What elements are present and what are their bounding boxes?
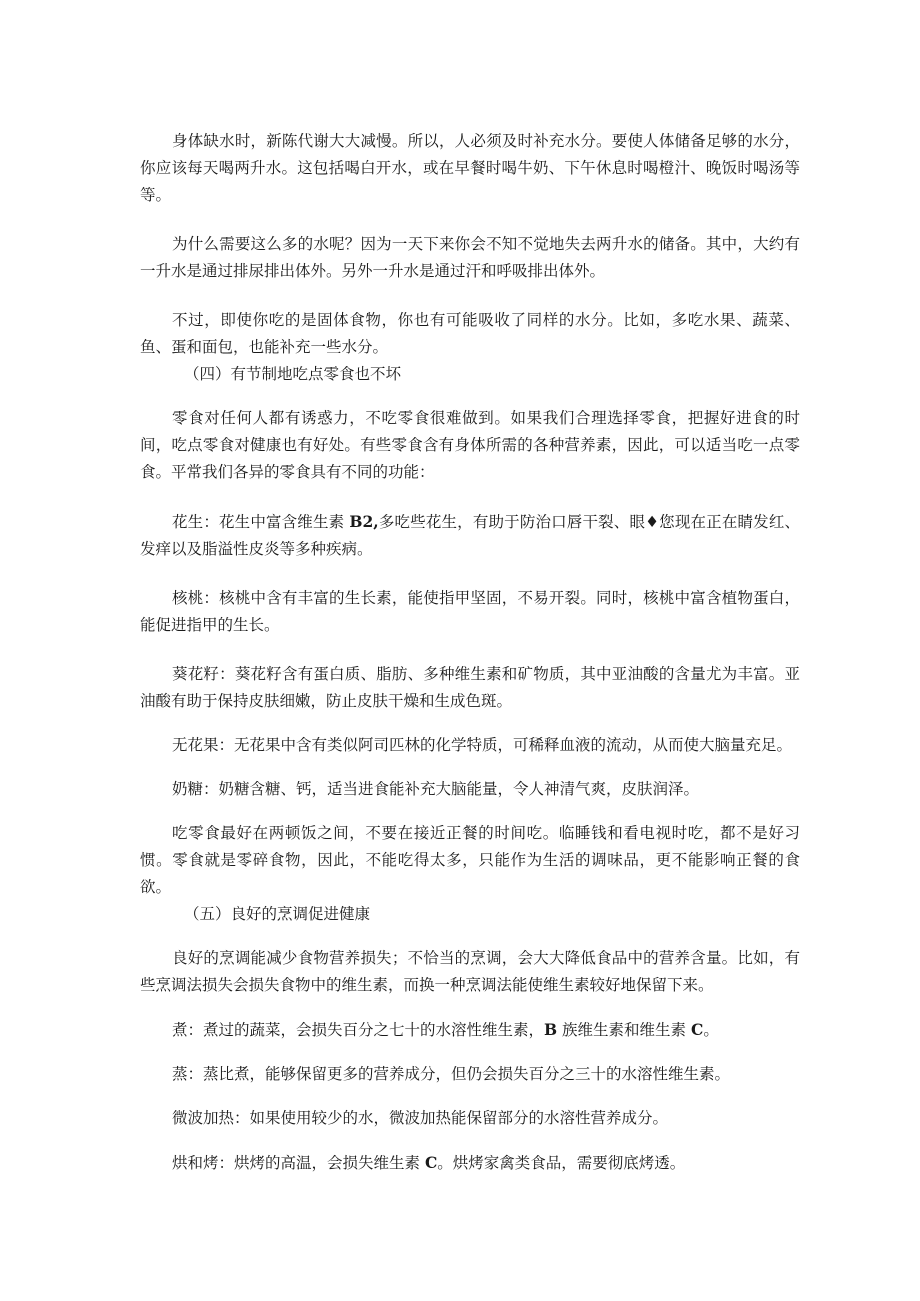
bake-vitamin-c-bold: C [424,1153,438,1172]
paragraph-bake [140,1149,800,1177]
peanut-text-end: 多吃些花生，有助于防治口唇干裂、眼♦您现在正在睛发红、发痒以及脂溢性皮炎等多种疾病。 [140,513,800,558]
boil-text-end: 。 [703,1021,719,1039]
paragraph-snacks-intro: 零食对任何人都有诱惑力，不吃零食很难做到。如果我们合理选择零食，把握好进食的时间，吃点零食对健康也有好处。有些零食含有身体所需的各种营养素，因此，可以适当吃一点零食。平常我们各异的零食具有不同的功能： [140,409,800,481]
paragraph-microwave: 微波加热：如果使用较少的水，微波加热能保留部分的水溶性营养成分。 [172,1109,669,1127]
boil-vitamin-b-bold: B [544,1020,558,1039]
boil-text-start: 煮：煮过的蔬菜，会损失百分之七十的水溶性维生素， [172,1021,545,1039]
boil-vitamin-c-bold: C [690,1020,704,1039]
peanut-text-start: 花生：花生中富含维生素 [172,513,350,531]
paragraph-walnut: 核桃：核桃中含有丰富的生长素，能使指甲坚固，不易开裂。同时，核桃中富含植物蛋白，能促进指甲的生长。 [140,589,800,634]
paragraph-peanut [140,508,800,563]
paragraph-fig: 无花果：无花果中含有类似阿司匹林的化学特质，可稀释血液的流动，从而使大脑量充足。 [172,736,793,754]
paragraph-boil [140,1016,800,1044]
paragraph-toffee: 奶糖：奶糖含糖、钙，适当进食能补充大脑能量，令人神清气爽，皮肤润泽。 [172,780,700,798]
paragraph-snack-timing: 吃零食最好在两顿饭之间，不要在接近正餐的时间吃。临睡钱和看电视时吃，都不是好习惯。零食就是零碎食物，因此，不能吃得太多，只能作为生活的调味品，更不能影响正餐的食欲。 [140,824,800,896]
paragraph-water-need: 身体缺水时，新陈代谢大大减慢。所以，人必须及时补充水分。要使人体储备足够的水分，你应该每天喝两升水。这包括喝白开水，或在早餐时喝牛奶、下午休息时喝橙汁、晚饭时喝汤等等。 [140,132,800,204]
paragraph-water-loss: 为什么需要这么多的水呢？因为一天下来你会不知不觉地失去两升水的储备。其中，大约有一升水是通过排尿排出体外。另外一升水是通过汗和呼吸排出体外。 [140,235,800,280]
section-heading-snacks: （四）有节制地吃点零食也不坏 [184,365,402,383]
paragraph-cooking-intro: 良好的烹调能减少食物营养损失；不恰当的烹调，会大大降低食品中的营养含量。比如，有些烹调法损失会损失食物中的维生素，而换一种烹调法能使维生素较好地保留下来。 [140,949,800,994]
bake-text-end: 。烘烤家禽类食品，需要彻底烤透。 [437,1154,686,1172]
boil-text-middle: 族维生素和维生素 [557,1021,691,1039]
paragraph-sunflower: 葵花籽：葵花籽含有蛋白质、脂肪、多种维生素和矿物质，其中亚油酸的含量尤为丰富。亚油酸有助于保持皮肤细嫩，防止皮肤干燥和生成色斑。 [140,665,800,710]
peanut-vitamin-bold: B2, [349,512,379,531]
section-heading-cooking: （五）良好的烹调促进健康 [184,905,371,923]
paragraph-steam: 蒸：蒸比煮，能够保留更多的营养成分，但仍会损失百分之三十的水溶性维生素。 [172,1065,731,1083]
paragraph-water-food: 不过，即使你吃的是固体食物，你也有可能吸收了同样的水分。比如，多吃水果、蔬菜、鱼、蛋和面包，也能补充一些水分。 [140,311,800,356]
bake-text-start: 烘和烤：烘烤的高温，会损失维生素 [172,1154,425,1172]
